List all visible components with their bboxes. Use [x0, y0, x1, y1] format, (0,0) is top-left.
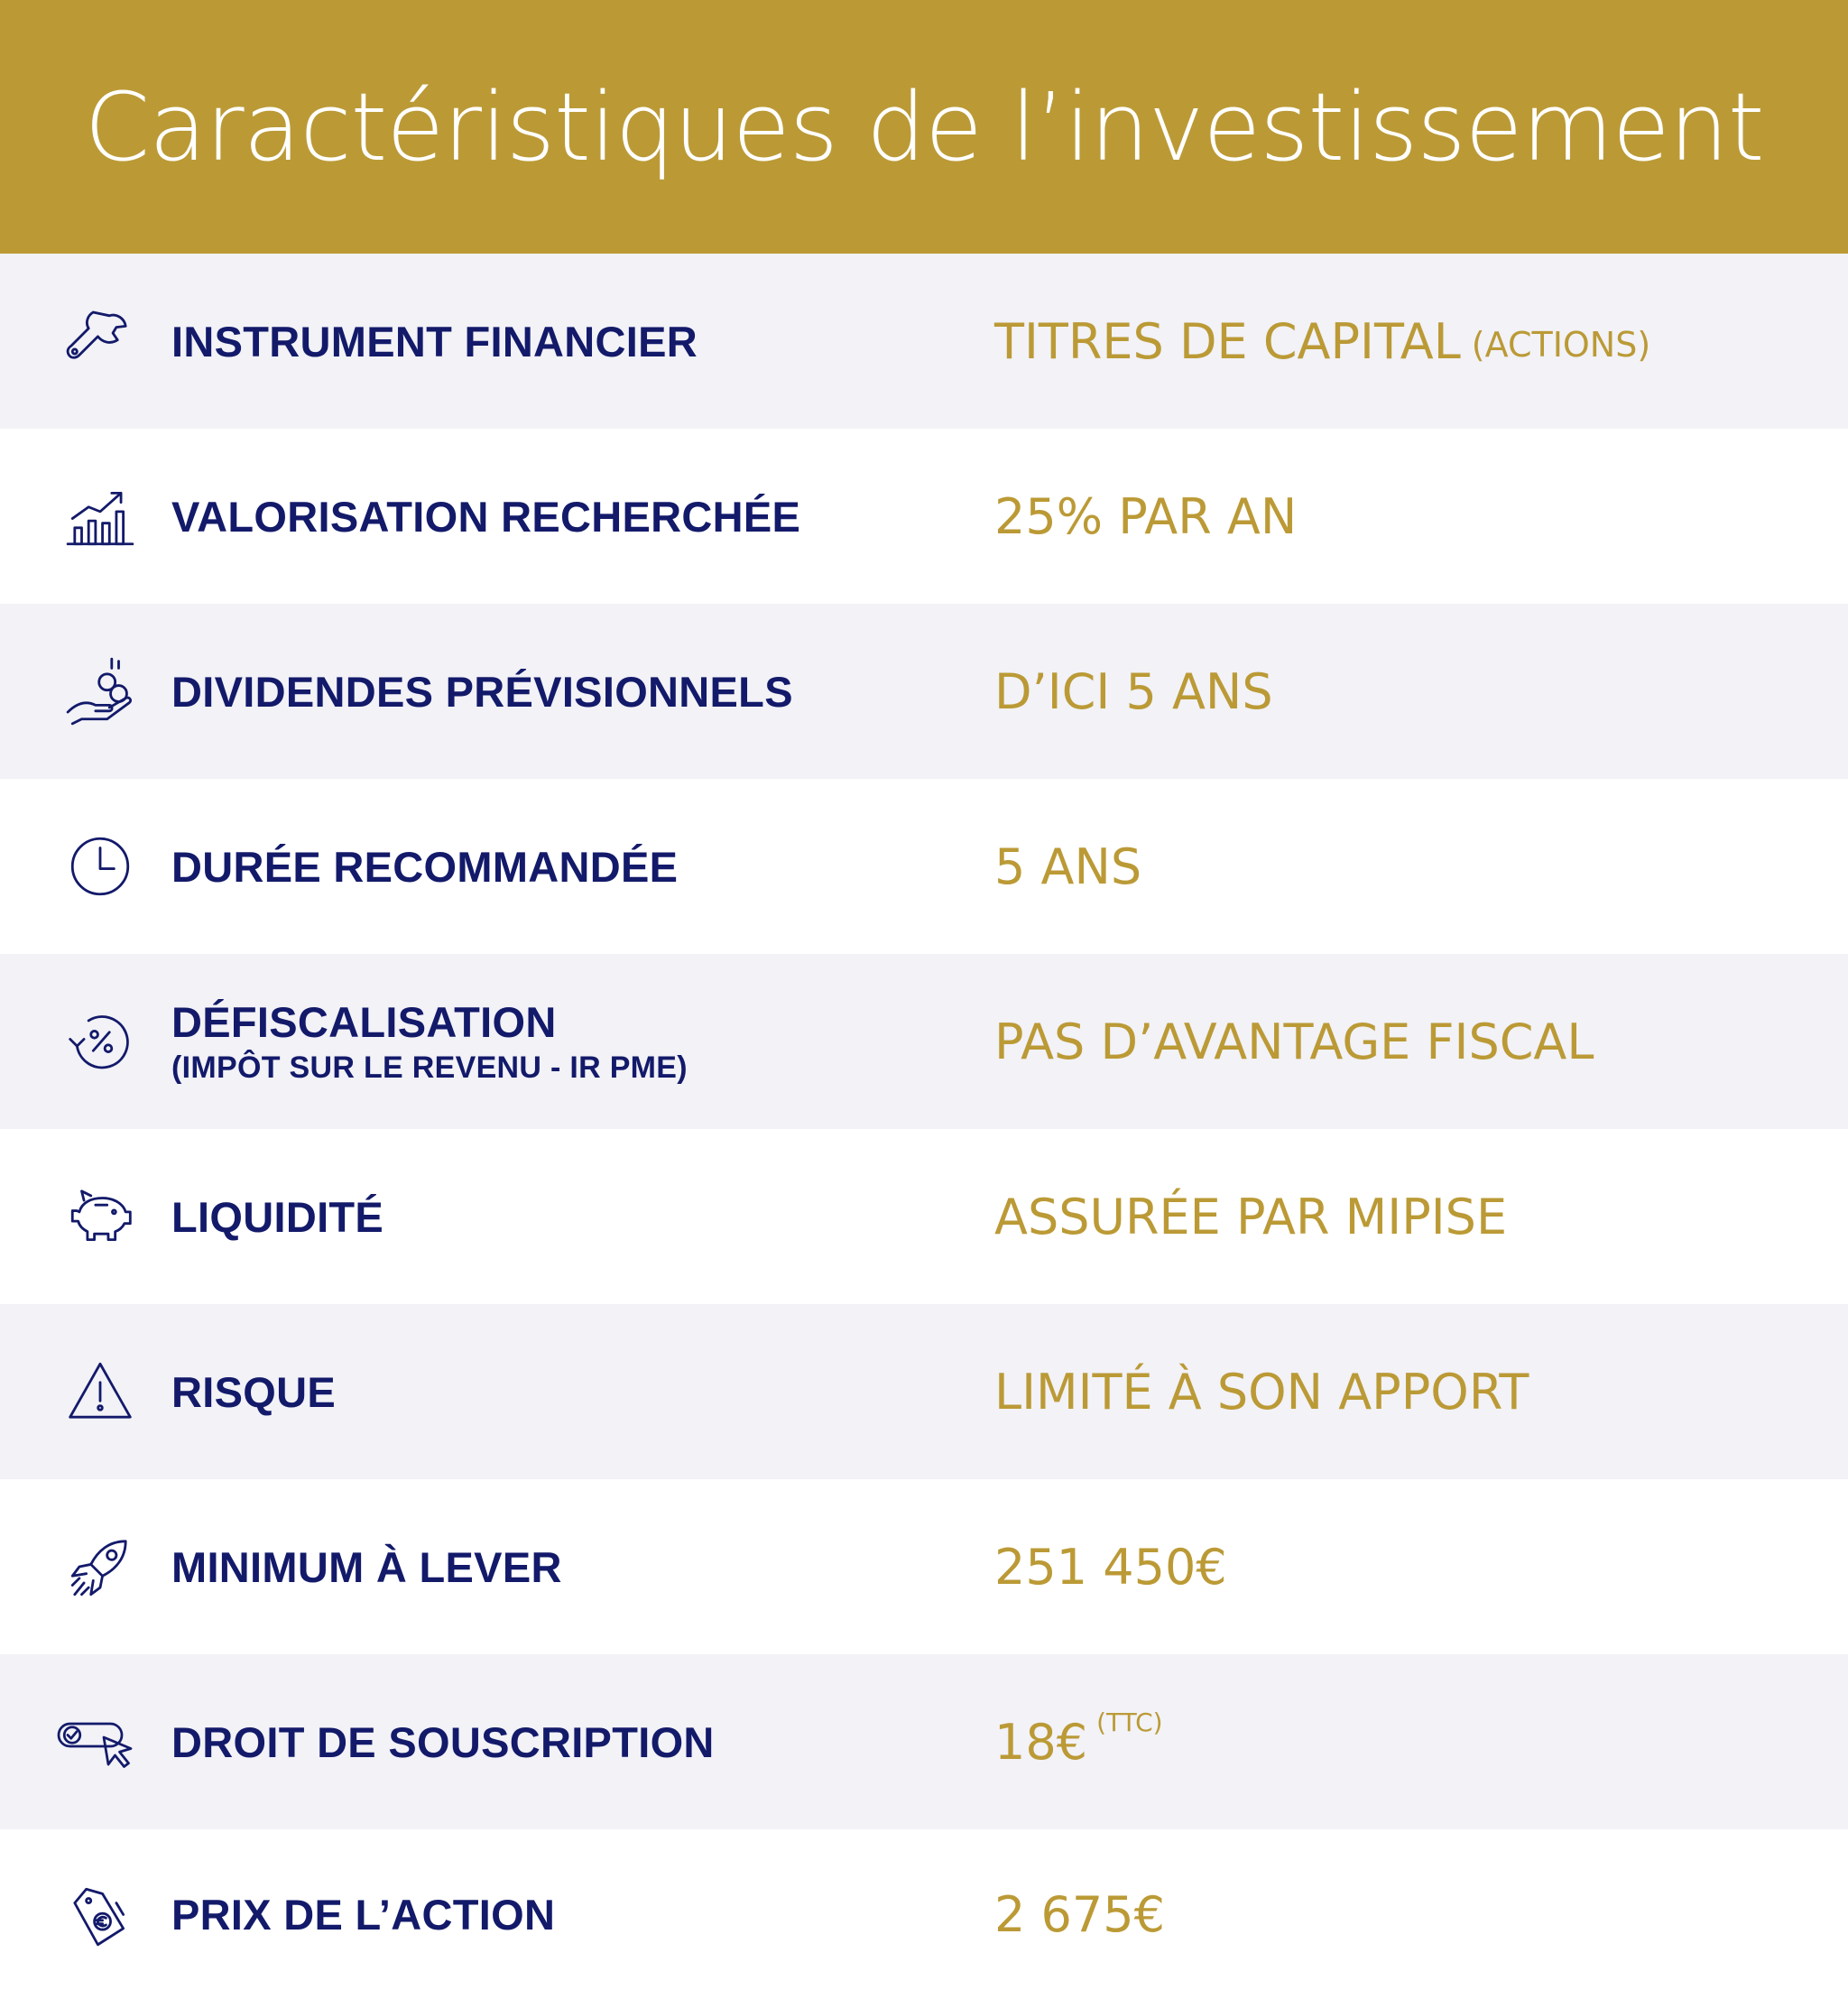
row-value-text: PAS D’AVANTAGE FISCAL — [994, 1013, 1594, 1070]
row-value-suffix: (ACTIONS) — [1471, 325, 1651, 365]
page-title: Caractéristiques de l’investissement — [84, 71, 1764, 182]
row-label-text: DURÉE RECOMMANDÉE — [171, 842, 679, 891]
row-label-text: RISQUE — [171, 1367, 336, 1416]
wrench-icon — [63, 304, 137, 378]
row-sublabel-text: (IMPÔT SUR LE REVENU - IR PME) — [171, 1050, 688, 1085]
row-label-text: PRIX DE L’ACTION — [171, 1890, 556, 1939]
table-row — [0, 604, 1848, 779]
row-value-text: 251 450€ — [994, 1538, 1227, 1596]
row-value — [994, 1304, 1529, 1479]
rocket-icon — [63, 1530, 137, 1604]
row-label — [171, 1129, 383, 1304]
row-label-text: DROIT DE SOUSCRIPTION — [171, 1717, 715, 1766]
table-row — [0, 1304, 1848, 1479]
row-label — [171, 1304, 336, 1479]
clock-icon — [63, 829, 137, 903]
table-row — [0, 1479, 1848, 1654]
row-label-text: VALORISATION RECHERCHÉE — [171, 492, 801, 541]
row-value — [994, 1654, 1163, 1829]
row-label — [171, 1829, 555, 1999]
row-label-text: MINIMUM À LEVER — [171, 1542, 562, 1591]
piggy-bank-icon — [63, 1180, 137, 1254]
table-row — [0, 1829, 1848, 1999]
table-row — [0, 254, 1848, 429]
row-value-text: LIMITÉ À SON APPORT — [994, 1363, 1529, 1421]
row-value — [994, 429, 1297, 604]
price-tag-icon — [63, 1880, 137, 1954]
row-label — [171, 1654, 715, 1829]
row-label-text: LIQUIDITÉ — [171, 1192, 384, 1241]
row-value — [994, 1479, 1227, 1654]
header-banner — [0, 0, 1848, 254]
row-value-text: TITRES DE CAPITAL — [994, 312, 1461, 370]
percent-cycle-icon — [63, 1004, 137, 1078]
row-value — [994, 604, 1273, 779]
row-label-text: DIVIDENDES PRÉVISIONNELS — [171, 667, 793, 716]
row-label-text: INSTRUMENT FINANCIER — [171, 317, 698, 366]
warning-icon — [63, 1355, 137, 1429]
row-label — [171, 604, 793, 779]
row-value — [994, 779, 1141, 954]
row-value-text: 18€ — [994, 1713, 1088, 1771]
table-row — [0, 1129, 1848, 1304]
row-value-text: ASSURÉE PAR MIPISE — [994, 1188, 1508, 1245]
row-label — [171, 254, 698, 429]
row-value-superscript: (TTC) — [1096, 1707, 1163, 1737]
row-value — [994, 1829, 1165, 1999]
row-value-text: 2 675€ — [994, 1885, 1165, 1943]
coins-hand-icon — [63, 654, 137, 728]
row-label — [171, 429, 800, 604]
row-label — [171, 1479, 562, 1654]
table-row — [0, 429, 1848, 604]
row-value — [994, 254, 1650, 429]
row-value — [994, 954, 1594, 1129]
row-label — [171, 779, 678, 954]
growth-chart-icon — [63, 479, 137, 553]
row-value-text: 25% PAR AN — [994, 487, 1298, 545]
row-value-text: 5 ANS — [994, 838, 1142, 895]
row-value-text: D’ICI 5 ANS — [994, 662, 1273, 720]
table-row — [0, 779, 1848, 954]
row-label-text: DÉFISCALISATION — [171, 998, 557, 1046]
row-value — [994, 1129, 1507, 1304]
table-row — [0, 1654, 1848, 1829]
row-label — [171, 954, 688, 1129]
click-toggle-icon — [54, 1705, 144, 1779]
table-row — [0, 954, 1848, 1129]
